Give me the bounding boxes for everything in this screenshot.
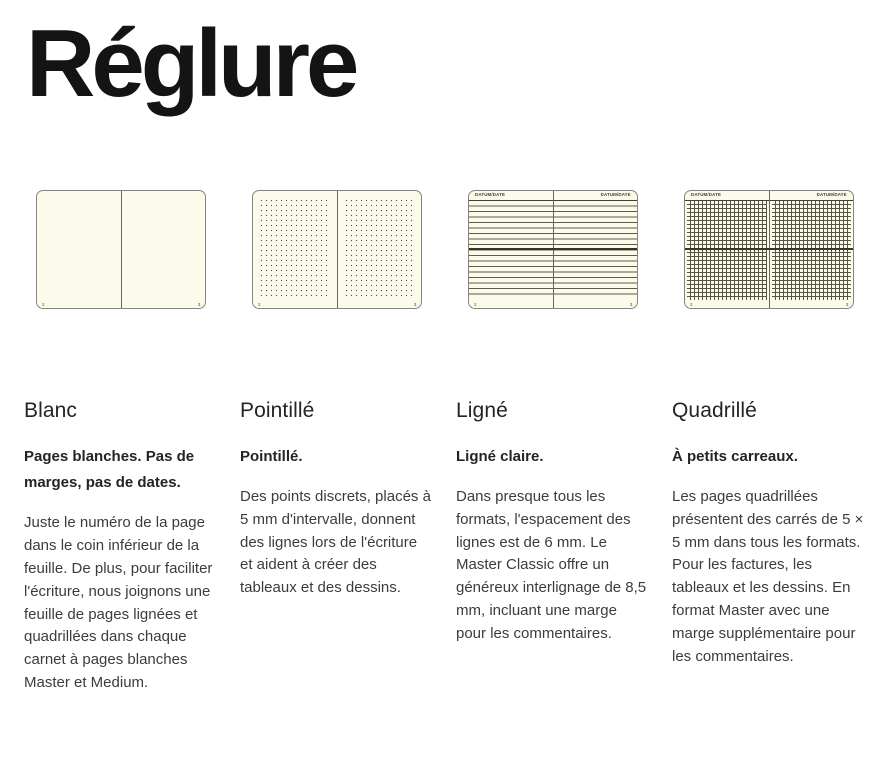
datum-date-label: DATUM/DATE [600, 191, 631, 197]
ruled-heavy-line [469, 248, 637, 250]
ruling-pattern-dotted [344, 198, 416, 297]
notebook-page-left [37, 191, 122, 308]
page-title: Réglure [26, 10, 356, 117]
page-number: 3 [845, 301, 848, 307]
datum-date-label: DATUM/DATE [816, 191, 847, 197]
column-pointille [240, 190, 434, 695]
ruling-description-pointille: Des points discrets, placés à 5 mm d'intervalle, donnent des lignes lors de l'écriture et aident à créer des tableaux et des dessins. [240, 488, 431, 597]
page-number: 3 [197, 301, 200, 307]
grid-heavy-line [685, 248, 853, 250]
ruling-heading-ligne: Ligné [456, 398, 508, 422]
ruling-pattern-ruled [469, 201, 553, 299]
page-number: 2 [258, 301, 261, 307]
ruling-pattern-grid [687, 201, 767, 300]
ruling-subheading-blanc: Pages blanches. Pas de marges, pas de dates. [24, 447, 195, 492]
ruling-subheading-ligne: Ligné claire. [456, 447, 544, 465]
ruling-subheading-pointille: Pointillé. [240, 447, 303, 465]
notebook-page-right [122, 191, 206, 308]
ruling-description-blanc: Juste le numéro de la page dans le coin inférieur de la feuille. De plus, pour faciliter l'écriture, nous joignons une feuille de pages lignées et quadrillées dans chaque carnet à pages blanches Master et Medium. [24, 514, 213, 691]
ruling-heading-pointille: Pointillé [240, 398, 315, 422]
page-number: 3 [413, 301, 416, 307]
datum-date-label: DATUM/DATE [691, 191, 722, 197]
reglure-section [0, 10, 890, 695]
ruling-description-ligne: Dans presque tous les formats, l'espacement des lignes est de 6 mm. Le Master Classic offre un généreux interlignage de 8,5 mm, incluant une marge pour les commentaires. [456, 488, 647, 642]
notebook-page-left [253, 191, 338, 308]
ruling-pattern-ruled [554, 201, 638, 299]
page-number: 2 [474, 301, 477, 307]
ruling-pattern-dotted [259, 198, 331, 297]
notebook-preview-quadrille [684, 190, 854, 309]
datum-date-label: DATUM/DATE [475, 191, 506, 197]
column-ligne [456, 190, 650, 695]
page-number: 2 [690, 301, 693, 307]
page-number: 2 [42, 301, 45, 307]
ruling-heading-blanc: Blanc [24, 398, 78, 422]
notebook-preview-ligne [468, 190, 638, 309]
column-quadrille [672, 190, 866, 695]
notebook-preview-blanc [36, 190, 206, 309]
ruling-columns [24, 190, 866, 695]
ruling-subheading-quadrille: À petits carreaux. [672, 447, 798, 465]
ruling-pattern-grid [772, 201, 852, 300]
notebook-preview-pointille [252, 190, 422, 309]
column-blanc [24, 190, 218, 695]
notebook-page-right [338, 191, 422, 308]
ruling-description-quadrille: Les pages quadrillées présentent des carrés de 5 × 5 mm dans tous les formats. Pour les factures, les tableaux et les dessins. En format Master avec une marge supplémentaire pour les commentaires. [672, 488, 864, 665]
page-number: 3 [629, 301, 632, 307]
ruling-heading-quadrille: Quadrillé [672, 398, 757, 422]
